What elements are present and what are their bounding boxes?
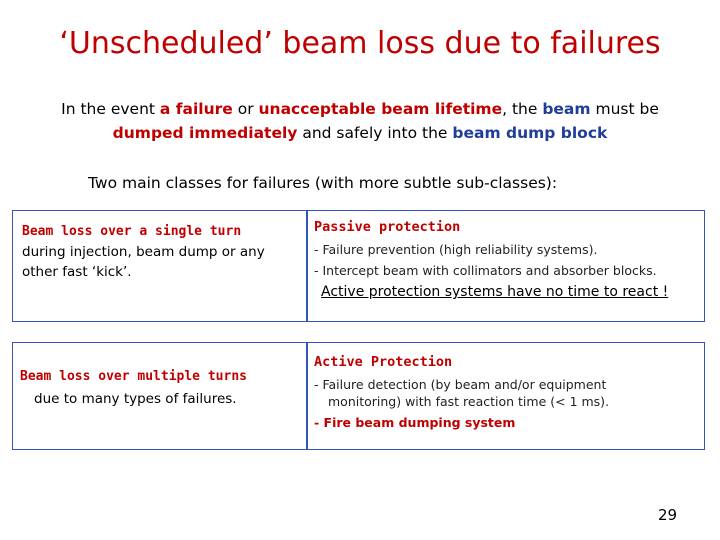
classes-lead-text: Two main classes for failures (with more subtle sub-classes):	[88, 174, 558, 192]
passive-line1: - Failure prevention (high reliability systems).	[314, 242, 598, 257]
multiple-turns-cell	[20, 367, 304, 409]
intro-text: or	[232, 100, 259, 118]
active-protection-cell	[314, 352, 699, 433]
passive-note: Active protection systems have no time to react !	[321, 284, 669, 300]
passive-line2: - Intercept beam with collimators and absorber blocks.	[314, 263, 657, 278]
multiple-turns-body: due to many types of failures.	[34, 391, 237, 407]
intro-paragraph	[40, 97, 680, 145]
passive-protection-heading: Passive protection	[314, 219, 461, 235]
page-number: 29	[658, 506, 678, 524]
active-protection-heading: Active Protection	[314, 354, 453, 370]
intro-text: and safely into the	[297, 124, 453, 142]
intro-highlight-failure: a failure	[159, 100, 233, 118]
intro-text: , the	[502, 100, 543, 118]
single-turn-heading: Beam loss over a single turn	[22, 224, 242, 239]
active-line2: monitoring) with fast reaction time (< 1 ms).	[328, 394, 610, 409]
column-divider	[306, 210, 308, 322]
column-divider	[306, 342, 308, 450]
intro-highlight-beam: beam	[542, 100, 591, 118]
active-line3: - Fire beam dumping system	[314, 415, 516, 430]
intro-text: must be	[590, 100, 659, 118]
passive-protection-cell	[314, 217, 699, 302]
slide-title: ‘Unscheduled’ beam loss due to failures	[59, 26, 661, 61]
intro-highlight-lifetime: unacceptable beam lifetime	[258, 100, 503, 118]
intro-text: In the event	[61, 100, 160, 118]
active-line1: - Failure detection (by beam and/or equipment	[314, 377, 607, 392]
intro-highlight-dump-block: beam dump block	[452, 124, 608, 142]
single-turn-body-line1: during injection, beam dump or any	[22, 244, 265, 260]
single-turn-cell	[22, 222, 302, 282]
intro-highlight-dumped: dumped immediately	[112, 124, 298, 142]
single-turn-body-line2: other fast ‘kick’.	[22, 264, 132, 280]
multiple-turns-heading: Beam loss over multiple turns	[20, 369, 247, 384]
